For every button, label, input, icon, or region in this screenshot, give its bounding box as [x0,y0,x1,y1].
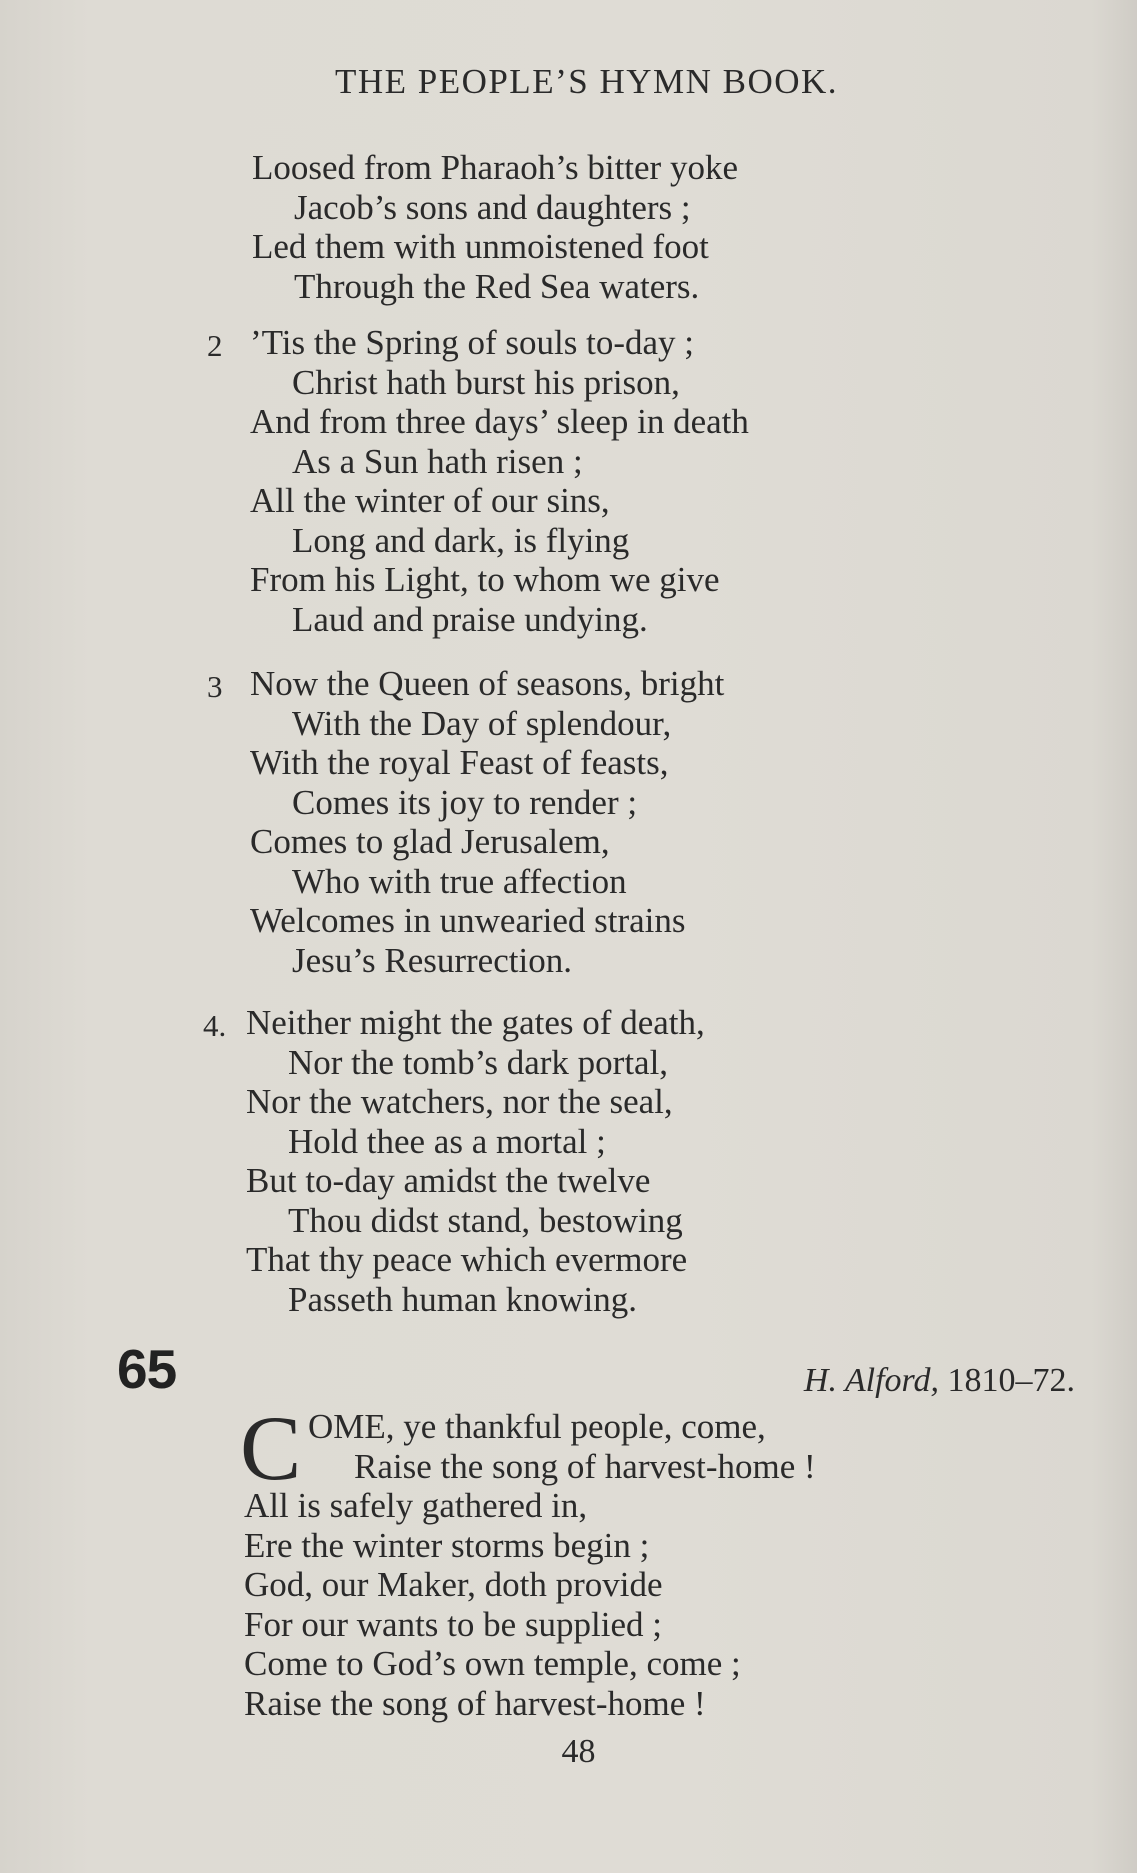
stanza-3 [250,664,724,980]
verse-number: 4. [203,1008,227,1043]
verse-line: ’Tis the Spring of souls to-day ; [250,323,695,362]
verse-line: Jacob’s sons and daughters ; [294,187,691,227]
verse-line: Hold thee as a mortal ; [288,1121,606,1161]
verse-line: Long and dark, is flying [292,520,630,560]
verse-line: Who with true affection [292,861,627,901]
author-name: H. Alford, [803,1362,939,1399]
verse-number: 2 [207,328,223,363]
verse-line: Thou didst stand, bestowing [288,1200,683,1240]
author-dates: 1810–72. [947,1362,1075,1399]
verse-line: Nor the watchers, nor the seal, [246,1082,673,1121]
verse-line: Comes to glad Jerusalem, [250,822,610,861]
verse-line: For our wants to be supplied ; [244,1604,663,1644]
stanza-1-continued [252,148,738,306]
verse-line: All the winter of our sins, [250,481,610,520]
hymn-number: 65 [117,1338,177,1400]
verse-line: Raise the song of harvest-home ! [354,1446,816,1486]
hymn-65-stanza-1 [244,1407,816,1723]
verse-line: That thy peace which evermore [246,1240,688,1279]
verse-line: Led them with unmoistened foot [252,227,709,266]
verse-line: Ere the winter storms begin ; [244,1525,650,1565]
verse-line: Christ hath burst his prison, [292,362,680,402]
verse-line: Neither might the gates of death, [246,1003,705,1042]
verse-line: Laud and praise undying. [292,599,648,639]
hymn-author [804,1362,1075,1400]
verse-line: But to-day amidst the twelve [246,1161,651,1200]
verse-line: Raise the song of harvest-home ! [244,1683,706,1723]
stanza-2 [250,323,749,639]
page-number: 48 [561,1733,596,1770]
verse-line: With the royal Feast of feasts, [250,743,669,782]
verse-line: Loosed from Pharaoh’s bitter yoke [252,148,739,187]
stanza-4 [246,1003,705,1319]
verse-line: Jesu’s Resurrection. [292,940,572,980]
verse-line: Now the Queen of seasons, bright [250,664,725,703]
verse-line: Through the Red Sea waters. [294,266,700,306]
verse-line: Passeth human knowing. [288,1279,638,1319]
verse-line: Nor the tomb’s dark portal, [288,1042,669,1082]
verse-line: And from three days’ sleep in death [250,402,749,441]
verse-line: Comes its joy to render ; [292,782,638,822]
verse-number: 3 [207,669,223,704]
drop-cap: C [240,1397,302,1499]
verse-line: As a Sun hath risen ; [292,441,583,481]
verse-line: From his Light, to whom we give [250,560,720,599]
verse-line: God, our Maker, doth provide [244,1565,663,1604]
verse-line: Come to God’s own temple, come ; [244,1644,741,1683]
verse-line: OME, ye thankful people, come, [308,1407,766,1446]
verse-line: All is safely gathered in, [244,1486,588,1525]
verse-line: Welcomes in unwearied strains [250,901,686,940]
running-title: THE PEOPLE’S HYMN BOOK. [334,62,839,101]
verse-line: With the Day of splendour, [292,703,672,743]
